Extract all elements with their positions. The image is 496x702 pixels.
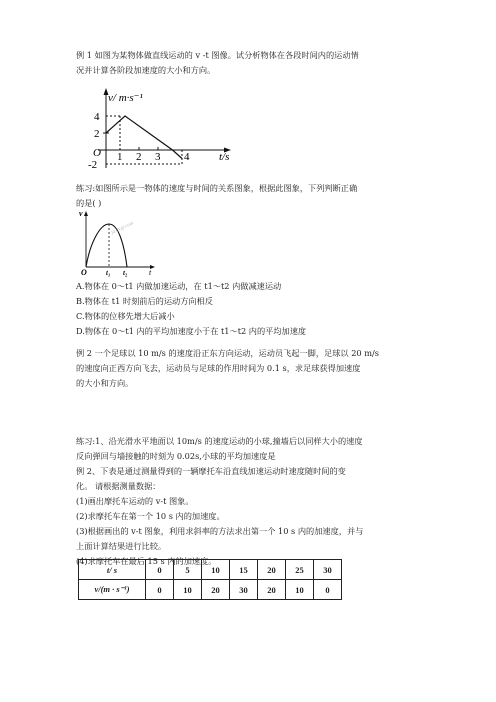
graph2-t2-label: t₂ [123,269,128,277]
example1-line: 例 1 如图为某物体做直线运动的 v -t 图像。试分析物体在各段时间内的运动情 [76,50,359,60]
exercise2-line: 例 2、下表是通过测量得到的一辆摩托车沿直线加速运动时速度随时间的变 [76,466,346,476]
graph1-y-tick: -2 [88,159,98,171]
exercise2-line: (3)根据画出的 v-t 图象，利用求斜率的方法求出第一个 10 s 内的加速度，并与 [76,526,364,536]
table-cell: 30 [314,560,342,580]
table-cell: 0 [146,580,174,600]
exercise2-line: 上面计算结果进行比较。 [76,541,167,551]
exercise2-line: 反向弹回与墙接触的时刻为 0.02s,小球的平均加速度是 [76,451,276,461]
exercise1-line: 的是( ) [76,198,102,208]
graph1-x-tick: 4 [184,151,190,163]
table-cell: 15 [230,560,258,580]
table-header-t: t/ s [79,560,146,580]
table-row [79,560,342,580]
graph1-origin: O [93,147,101,159]
graph2-t1-label: t₁ [106,269,111,277]
example2-line: 例 2 一个足球以 10 m/s 的速度沿正东方向运动，运动员飞起一脚，足球以 20 m/s [76,348,379,358]
table-cell: 10 [202,560,230,580]
table-cell: 0 [314,580,342,600]
table-header-v: v/(m · s⁻¹) [79,580,146,600]
option-c: C.物体的位移先增大后减小 [76,311,175,321]
option-d: D.物体在 0～t1 内的平均加速度小于在 t1～t2 内的平均加速度 [76,326,307,336]
exercise1-line: 练习:如图所示是一物体的速度与时间的关系图象，根据此图象，下列判断正确 [76,183,358,193]
example2-text [76,346,426,391]
graph1-x-tick: 3 [155,151,161,163]
graph1-x-tick: 1 [117,151,123,163]
graph2-origin: O [81,268,87,277]
option-b: B.物体在 t1 时刻前后的运动方向相反 [76,296,213,306]
vt-graph-1 [78,86,246,172]
table-row [79,580,342,600]
table-cell: 20 [258,560,286,580]
graph1-y-tick: 2 [94,128,100,140]
table-cell: 20 [258,580,286,600]
example1-text [76,48,426,78]
exercise2-line: 练习:1、沿光滑水平地面以 10m/s 的速度运动的小球,撞墙后以同样大小的速度 [76,436,363,446]
graph1-x-label: t/s [219,151,230,163]
exercise2-line: (1)画出摩托车运动的 v-t 图象。 [76,496,194,506]
example1-line: 况并计算各阶段加速度的大小和方向。 [76,65,216,75]
exercise2-line: 化。 请根据测量数据： [76,481,161,491]
graph1-x-tick: 2 [136,151,142,163]
graph2-x-label: t [149,268,152,277]
exercise1-text [76,181,426,211]
table-cell: 5 [174,560,202,580]
graph2-watermark: jd.dygl.com [110,221,135,236]
graph2-y-label: v [79,209,83,218]
speed-time-table [78,559,342,600]
graph1-y-tick: 4 [94,111,100,123]
example2-line: 的大小和方向。 [76,378,134,388]
table-cell: 10 [286,580,314,600]
option-a: A.物体在 0～t1 内做加速运动，在 t1～t2 内做减速运动 [76,281,282,291]
table-cell: 10 [174,580,202,600]
table-cell: 30 [230,580,258,600]
exercise2-line: (2)求摩托车在第一个 10 s 内的加速度。 [76,511,225,521]
exercise2-line: (4)求摩托车在最后 15 s 内的加速度。 [76,556,217,566]
vt-graph-2 [78,208,158,278]
graph1-y-label: v/ m·s⁻¹ [108,92,143,104]
table-cell: 25 [286,560,314,580]
options-list [76,279,426,339]
exercise2-text [76,434,426,569]
table-cell: 0 [146,560,174,580]
example2-line: 的速度向正西方向飞去，运动员与足球的作用时间为 0.1 s，求足球获得加速度 [76,363,361,373]
table-cell: 20 [202,580,230,600]
